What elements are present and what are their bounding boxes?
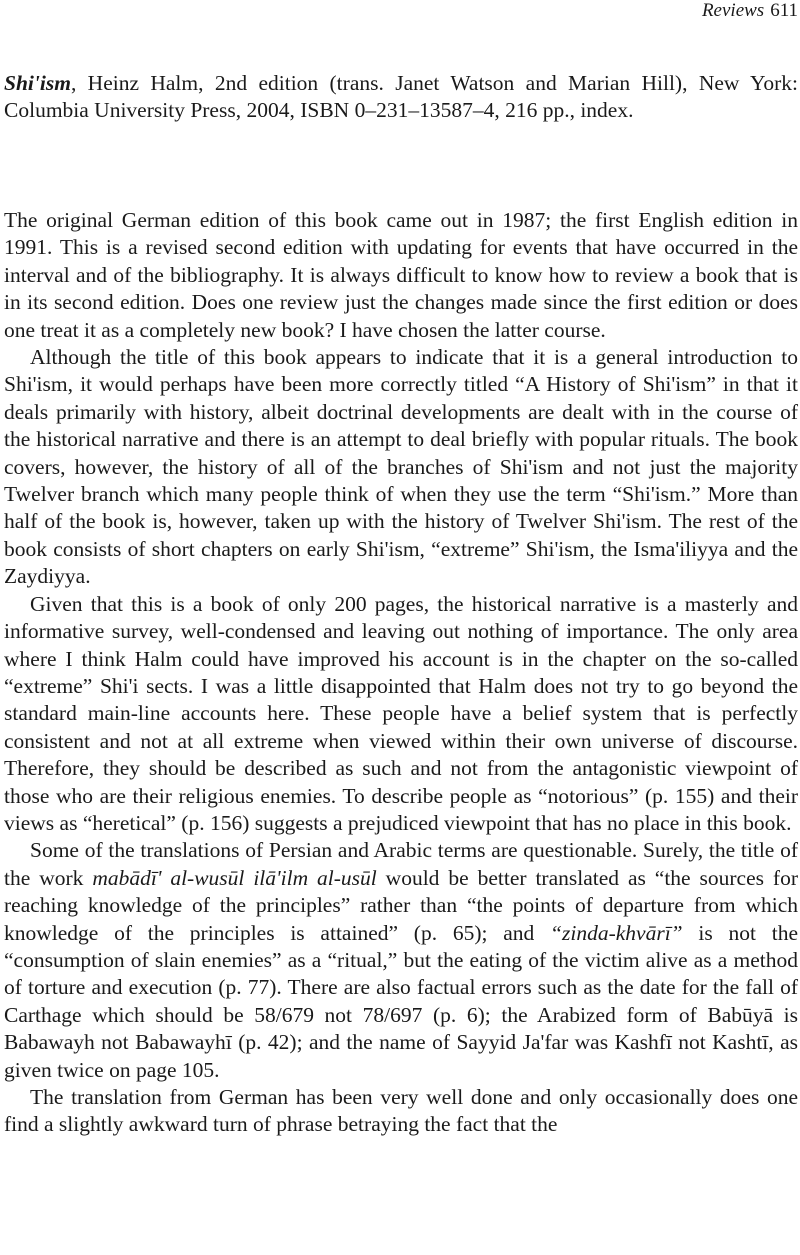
work-title-italic: mabādī' al-wusūl ilā'ilm al-usūl <box>92 865 377 890</box>
paragraph-2: Although the title of this book appears to indicate that it is a general introduction to Shi'ism, it would perhaps have been more correctly titled “A History of Shi'ism” in that it deals primarily with history, albeit doctrinal developments are dealt with in the course of the historical narrative and there is an attempt to deal briefly with popular rituals. The book covers, however, the history of all of the branches of Shi'ism and not just the majority Twelver branch which many people think of when they use the term “Shi'ism.” More than half of the book is, however, taken up with the history of Twelver Shi'ism. The rest of the book consists of short chapters on early Shi'ism, “extreme” Shi'ism, the Isma'iliyya and the Zaydiyya. <box>4 345 798 589</box>
paragraph-5: The translation from German has been very well done and only occasionally does one find a slightly awkward turn of phrase betraying the fact that the <box>4 1085 798 1137</box>
review-body <box>4 207 798 1139</box>
term-italic: “zinda-khvārī” <box>550 920 683 945</box>
book-title: Shi'ism <box>4 71 71 95</box>
citation-details: , Heinz Halm, 2nd edition (trans. Janet Watson and Marian Hill), New York: Columbia University Press, 2004, ISBN 0–231–13587–4, 216 pp., index. <box>4 71 798 122</box>
paragraph-4-after: is not the “consumption of slain enemies” as a “ritual,” but the eating of the victim alive as a method of torture and execution (p. 77). There are also factual errors such as the date for the fall of Carthage which should be 58/679 not 78/697 (p. 6); the Arabized form of Babūyā is Babawayh not Babawayhī (p. 42); and the name of Sayyid Ja'far was Kashfī not Kashtī, as given twice on page 105. <box>4 920 798 1082</box>
paragraph-4-before: Some of the translations of Persian and Arabic terms are questionable. Surely, the title of the work <box>4 838 798 890</box>
paragraph-4 <box>4 837 798 1084</box>
paragraph-4-middle: would be better translated as “the sources for reaching knowledge of the principles” rather than “the points of departure from which knowledge of the principles is attained” (p. 65); and <box>4 865 798 945</box>
book-citation <box>4 70 798 124</box>
page-number: 611 <box>770 0 798 21</box>
paragraph-1: The original German edition of this book came out in 1987; the first English edition in 1991. This is a revised second edition with updating for events that have occurred in the interval and of the bibliography. It is always difficult to know how to review a book that is in its second edition. Does one review just the changes made since the first edition or does one treat it as a completely new book? I have chosen the latter course. <box>4 208 798 342</box>
running-head-section: Reviews <box>701 0 765 21</box>
running-head <box>702 0 798 22</box>
paragraph-3: Given that this is a book of only 200 pages, the historical narrative is a masterly and informative survey, well-condensed and leaving out nothing of importance. The only area where I think Halm could have improved his account is in the chapter on the so-called “extreme” Shi'i sects. I was a little disappointed that Halm does not try to go beyond the standard main-line accounts here. These people have a belief system that is perfectly consistent and not at all extreme when viewed within their own universe of discourse. Therefore, they should be described as such and not from the antagonistic viewpoint of those who are their religious enemies. To describe people as “notorious” (p. 155) and their views as “heretical” (p. 156) suggests a prejudiced viewpoint that has no place in this book. <box>4 591 798 835</box>
